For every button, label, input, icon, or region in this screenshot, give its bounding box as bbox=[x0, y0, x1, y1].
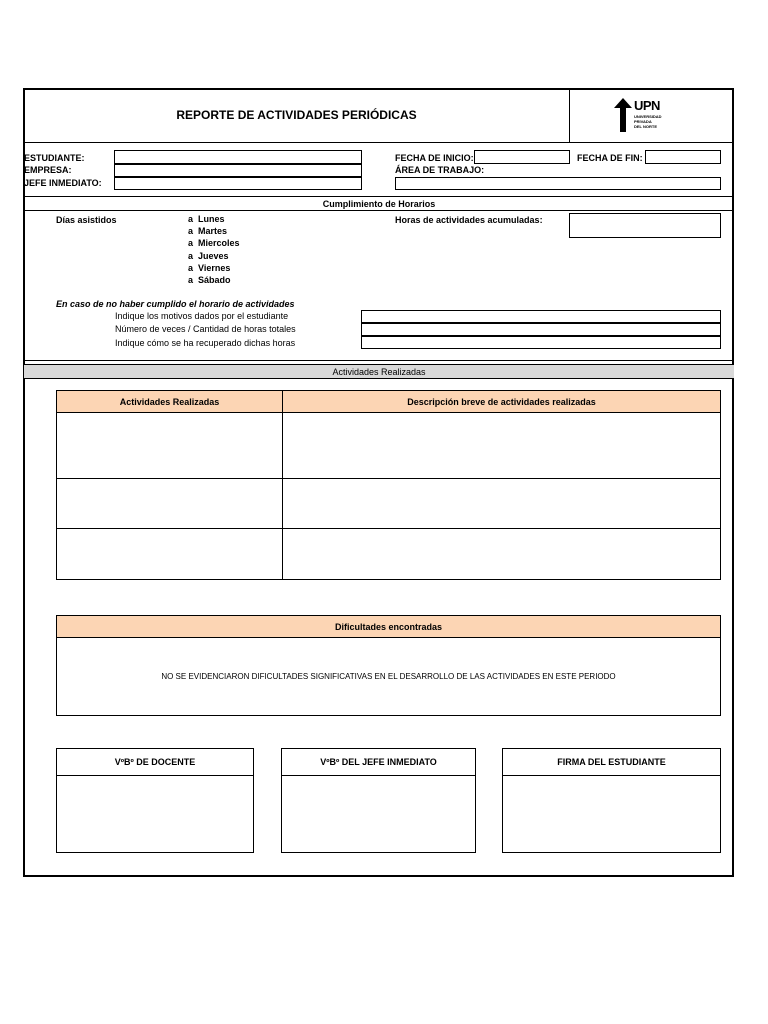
docente-signature-label: VºBº DE DOCENTE bbox=[57, 749, 253, 776]
checkbox-icon: a bbox=[188, 250, 194, 261]
horas-label: Horas de actividades acumuladas: bbox=[395, 215, 543, 225]
recuperado-field[interactable] bbox=[361, 336, 721, 349]
day-item-miercoles: a Miercoles bbox=[188, 238, 240, 249]
horas-field[interactable] bbox=[569, 213, 721, 238]
dificultades-text: NO SE EVIDENCIARON DIFICULTADES SIGNIFICATIVAS EN EL DESARROLLO DE LAS ACTIVIDADES EN ESTE PERIODO bbox=[161, 672, 616, 681]
actividades-section-title: Actividades Realizadas bbox=[24, 364, 734, 379]
actividad-cell[interactable] bbox=[57, 413, 283, 479]
fecha-fin-label: FECHA DE FIN: bbox=[577, 153, 643, 163]
logo-cell bbox=[569, 89, 733, 142]
question-horas: Número de veces / Cantidad de horas totales bbox=[115, 324, 296, 334]
fecha-fin-field[interactable] bbox=[645, 150, 721, 164]
descripcion-cell[interactable] bbox=[283, 529, 721, 580]
incumplimiento-title: En caso de no haber cumplido el horario de actividades bbox=[56, 299, 295, 309]
table-row bbox=[57, 529, 721, 580]
divider bbox=[23, 142, 734, 143]
horarios-section-title: Cumplimiento de Horarios bbox=[322, 198, 436, 209]
logo-subtitle: UNIVERSIDAD PRIVADA DEL NORTE bbox=[634, 114, 662, 129]
actividad-cell[interactable] bbox=[57, 529, 283, 580]
day-item-lunes: a Lunes bbox=[188, 214, 225, 224]
descripcion-cell[interactable] bbox=[283, 413, 721, 479]
checkbox-icon: a bbox=[188, 214, 194, 224]
checkbox-icon: a bbox=[188, 274, 194, 285]
question-recuperado: Indique cómo se ha recuperado dichas horas bbox=[115, 338, 296, 348]
jefe-field[interactable] bbox=[114, 177, 362, 190]
descripcion-cell[interactable] bbox=[283, 479, 721, 529]
divider bbox=[23, 360, 734, 361]
empresa-label: EMPRESA: bbox=[24, 165, 72, 175]
upn-arrow-icon bbox=[614, 98, 632, 132]
day-item-martes: a Martes bbox=[188, 226, 228, 237]
jefe-label: JEFE INMEDIATO: bbox=[24, 178, 102, 188]
actividades-table bbox=[56, 390, 721, 580]
dificultades-box bbox=[56, 615, 721, 716]
day-item-sabado: a Sábado bbox=[188, 274, 231, 285]
days-list bbox=[188, 214, 240, 287]
estudiante-field[interactable] bbox=[114, 150, 362, 164]
dificultades-header: Dificultades encontradas bbox=[57, 616, 720, 638]
horas-totales-field[interactable] bbox=[361, 323, 721, 336]
question-motivos: Indique los motivos dados por el estudiante bbox=[115, 311, 289, 321]
area-label: ÁREA DE TRABAJO: bbox=[395, 165, 485, 175]
jefe-signature-box[interactable] bbox=[281, 748, 476, 853]
table-row bbox=[57, 413, 721, 479]
fecha-inicio-field[interactable] bbox=[474, 150, 570, 164]
divider bbox=[23, 210, 734, 211]
logo-brand: UPN bbox=[634, 98, 660, 113]
table-row bbox=[57, 479, 721, 529]
report-title: REPORTE DE ACTIVIDADES PERIÓDICAS bbox=[176, 108, 417, 122]
empresa-field[interactable] bbox=[114, 164, 362, 177]
fecha-inicio-label: FECHA DE INICIO: bbox=[395, 153, 474, 163]
checkbox-icon: a bbox=[188, 226, 194, 237]
area-field[interactable] bbox=[395, 177, 721, 190]
estudiante-signature-box[interactable] bbox=[502, 748, 721, 853]
col-header-actividades: Actividades Realizadas bbox=[57, 391, 283, 413]
day-item-jueves: a Jueves bbox=[188, 250, 229, 261]
day-item-viernes: a Viernes bbox=[188, 262, 231, 273]
dias-label: Días asistidos bbox=[56, 215, 117, 225]
upn-logo bbox=[614, 98, 684, 134]
estudiante-label: ESTUDIANTE: bbox=[24, 153, 85, 163]
estudiante-signature-label: FIRMA DEL ESTUDIANTE bbox=[503, 749, 720, 776]
checkbox-icon: a bbox=[188, 262, 194, 273]
jefe-signature-label: VºBº DEL JEFE INMEDIATO bbox=[282, 749, 475, 776]
checkbox-icon: a bbox=[188, 238, 194, 249]
docente-signature-box[interactable] bbox=[56, 748, 254, 853]
motivos-field[interactable] bbox=[361, 310, 721, 323]
actividad-cell[interactable] bbox=[57, 479, 283, 529]
col-header-descripcion: Descripción breve de actividades realizadas bbox=[283, 391, 721, 413]
